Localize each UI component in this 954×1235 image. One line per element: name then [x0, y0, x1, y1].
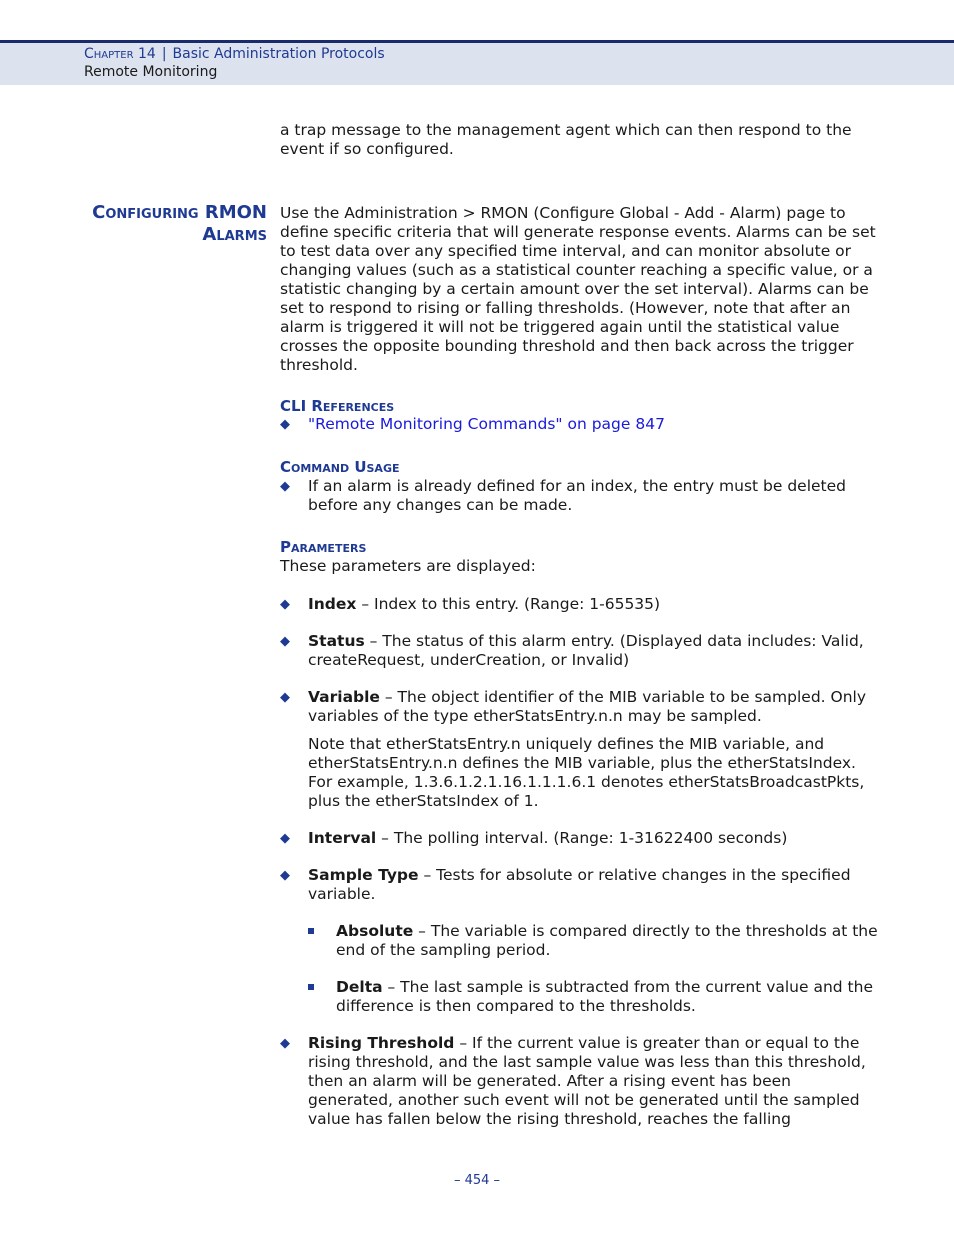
- section-title-line1: Configuring RMON: [92, 202, 267, 223]
- diamond-bullet-icon: ◆: [280, 417, 290, 432]
- sample-type-desc: – The variable is compared directly to the thresholds at the end of the sampling period.: [336, 922, 878, 959]
- variable-note: Note that etherStatsEntry.n uniquely defines the MIB variable, and etherStatsEntry.n.n defines the MIB variable, plus the etherStatsIndex. For example, 1.3.6.1.2.1.16.1.1.1.6.1 denotes etherStatsBroadcastPkts, plus the etherStatsIndex of 1.: [308, 735, 865, 810]
- header-separator: |: [161, 46, 167, 62]
- command-usage-text: If an alarm is already defined for an index, the entry must be deleted before any changes can be made.: [308, 477, 847, 514]
- param-item-interval: [280, 829, 880, 848]
- command-usage-item: [280, 477, 880, 515]
- diamond-bullet-icon: ◆: [280, 690, 290, 705]
- section-title: [60, 202, 267, 246]
- diamond-bullet-icon: ◆: [280, 479, 290, 494]
- chapter-heading: [84, 46, 385, 62]
- sample-type-delta: [308, 978, 880, 1016]
- chapter-label: Chapter 14: [84, 46, 156, 62]
- sample-type-term: Absolute: [336, 922, 414, 940]
- command-usage-heading: Command Usage: [280, 458, 400, 476]
- diamond-bullet-icon: ◆: [280, 634, 290, 649]
- param-item-index: [280, 595, 880, 614]
- section-subtitle: Remote Monitoring: [84, 64, 218, 80]
- page-number: – 454 –: [453, 1173, 501, 1188]
- square-bullet-icon: [308, 928, 314, 934]
- param-item-variable: [280, 688, 880, 726]
- chapter-title: Basic Administration Protocols: [172, 46, 385, 62]
- param-desc: – Index to this entry. (Range: 1-65535): [356, 595, 661, 613]
- param-item-rising-threshold: [280, 1034, 880, 1129]
- sample-type-desc: – The last sample is subtracted from the current value and the difference is then compared to the thresholds.: [336, 978, 873, 1015]
- square-bullet-icon: [308, 984, 314, 990]
- param-term: Status: [308, 632, 365, 650]
- diamond-bullet-icon: ◆: [280, 597, 290, 612]
- param-term: Sample Type: [308, 866, 419, 884]
- cli-reference-link[interactable]: "Remote Monitoring Commands" on page 847: [308, 415, 665, 433]
- diamond-bullet-icon: ◆: [280, 1036, 290, 1051]
- param-item-sample-type: [280, 866, 880, 904]
- section-title-line2: Alarms: [202, 224, 267, 245]
- cli-references-heading: CLI References: [280, 397, 395, 415]
- section-body: Use the Administration > RMON (Configure Global - Add - Alarm) page to define specific criteria that will generate response events. Alarms can be set to test data over any specified time interval, and can monitor absolute or changing values (such as a statistical counter reaching a specific value, or a statistic changing by a certain amount over the set interval). Alarms can be set to respond to rising or falling thresholds. (However, note that after an alarm is triggered it will not be triggered again until the statistical value crosses the opposite bounding threshold and then back across the trigger threshold.: [280, 204, 876, 374]
- param-term: Rising Threshold: [308, 1034, 455, 1052]
- param-desc: – The polling interval. (Range: 1-31622400 seconds): [376, 829, 788, 847]
- diamond-bullet-icon: ◆: [280, 831, 290, 846]
- param-desc: – The status of this alarm entry. (Displayed data includes: Valid, createRequest, underCreation, or Invalid): [308, 632, 864, 669]
- sample-type-absolute: [308, 922, 880, 960]
- param-item-status: [280, 632, 880, 670]
- diamond-bullet-icon: ◆: [280, 868, 290, 883]
- sample-type-term: Delta: [336, 978, 383, 996]
- parameters-intro: These parameters are displayed:: [280, 557, 536, 575]
- param-term: Variable: [308, 688, 380, 706]
- param-term: Index: [308, 595, 357, 613]
- intro-paragraph: a trap message to the management agent which can then respond to the event if so configured.: [280, 121, 852, 158]
- param-desc: – Tests for absolute or relative changes in the specified variable.: [308, 866, 851, 903]
- parameters-heading: Parameters: [280, 538, 367, 556]
- param-desc: – The object identifier of the MIB variable to be sampled. Only variables of the type etherStatsEntry.n.n may be sampled.: [308, 688, 867, 725]
- cli-reference-item: [280, 415, 880, 434]
- param-term: Interval: [308, 829, 377, 847]
- param-desc: – If the current value is greater than or equal to the rising threshold, and the last sample value was less than this threshold, then an alarm will be generated. After a rising event has been generated, another such event will not be generated until the sampled value has fallen below the rising threshold, reaches the falling: [308, 1034, 866, 1128]
